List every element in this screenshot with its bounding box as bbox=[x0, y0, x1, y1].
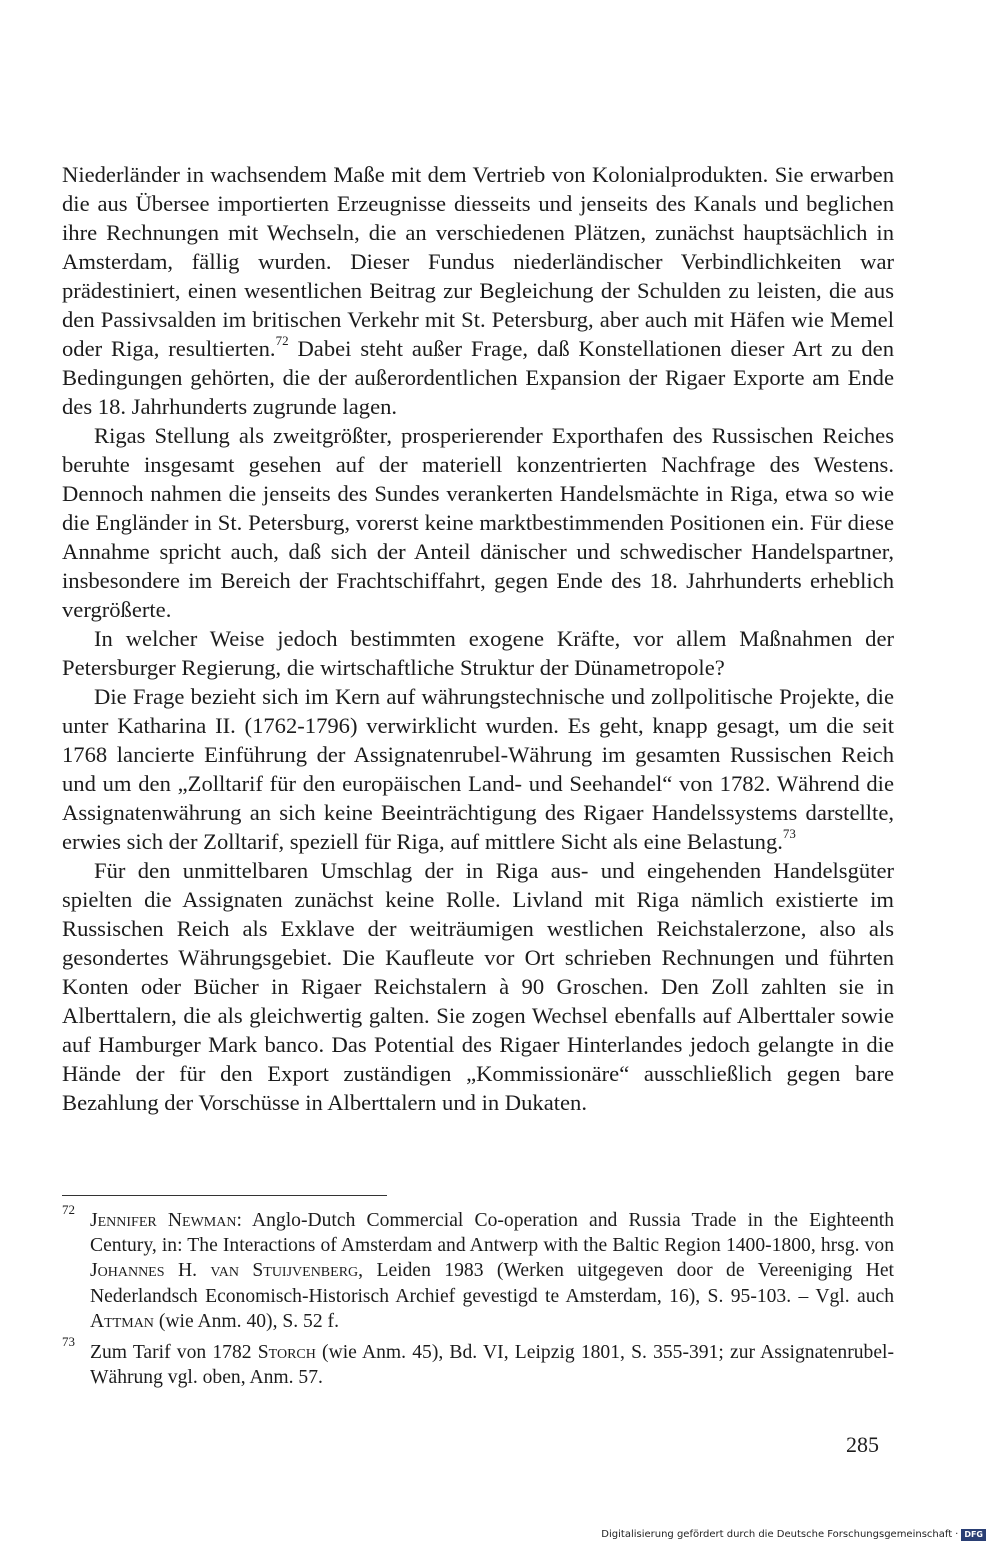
footnote-number: 73 bbox=[62, 1334, 75, 1350]
paragraph-4: Die Frage bezieht sich im Kern auf währungstechnische und zollpolitische Projekte, die unter Katharina II. (1762-1796) verwirklicht wurden. Es geht, knapp gesagt, um die seit 1768 lancierte Einführung der Assignatenrubel-Währung im gesamten Russischen Reich und um den „Zolltarif für den europäischen Land- und Seehandel“ von 1782. Während die Assignatenwährung an sich keine Beeinträchtigung des Rigaer Handelssystems darstellte, erwies sich der Zolltarif, speziell für Riga, auf mittlere Sicht als eine Belastung.$^{73}$ bbox=[62, 684, 894, 854]
footnote-ref-73[interactable]: 73 bbox=[782, 826, 796, 841]
footnote-72 bbox=[62, 1202, 894, 1334]
footnote-divider bbox=[62, 1195, 387, 1196]
paragraph-2: Rigas Stellung als zweitgrößter, prosperierender Exporthafen des Russischen Reiches beruhte insgesamt gesehen auf der materiell konzentrierten Nachfrage des Westens. Dennoch nahmen die jenseits des Sundes verankerten Handelsmächte in Riga, etwa so wie die Engländer in St. Petersburg, vorerst keine marktbestimmenden Positionen ein. Für diese Annahme spricht auch, daß sich der Anteil dänischer und schwedischer Handelspartner, insbesondere im Bereich der Frachtschiffahrt, gegen Ende des 18. Jahrhunderts erheblich vergrößerte. bbox=[62, 423, 894, 622]
footnote-ref-72[interactable]: 72 bbox=[275, 333, 289, 348]
body-text bbox=[62, 160, 894, 1117]
footnote-73 bbox=[62, 1334, 894, 1390]
dfg-logo-icon: DFG bbox=[961, 1529, 986, 1541]
paragraph-5: Für den unmittelbaren Umschlag der in Riga aus- und eingehenden Handelsgüter spielten die Assignaten zunächst keine Rolle. Livland mit Riga nämlich existierte im Russischen Reich als Exklave der weiträumigen westlichen Reichstalerzone, also als gesondertes Währungsgebiet. Die Kaufleute vor Ort schrieben Rechnungen und führten Konten oder Bücher in Rigaer Reichstalern à 90 Groschen. Den Zoll zahlten sie in Alberttalern, die als gleichwertig galten. Sie zogen Wechsel ebenfalls auf Alberttaler sowie auf Hamburger Mark banco. Das Potential des Rigaer Hinterlandes jedoch gelangte in die Hände der für den Export zuständigen „Kommissionäre“ ausschließlich gegen bare Bezahlung der Vorschüsse in Alberttalern und in Dukaten. bbox=[62, 858, 894, 1115]
digitization-credit: Digitalisierung gefördert durch die Deutsche Forschungsgemeinschaft · DFG bbox=[601, 1529, 986, 1541]
paragraph-3: In welcher Weise jedoch bestimmten exogene Kräfte, vor allem Maßnahmen der Petersburger Regierung, die wirtschaftliche Struktur der Dünametropole? bbox=[62, 626, 894, 680]
footnote-number: 72 bbox=[62, 1202, 75, 1217]
footnote-text: Zum Tarif von 1782 Storch (wie Anm. 45), Bd. VI, Leipzig 1801, S. 355-391; zur Assignatenrubel-Währung vgl. oben, Anm. 57. bbox=[90, 1342, 894, 1389]
paragraph-1: Niederländer in wachsendem Maße mit dem Vertrieb von Kolonialprodukten. Sie erwarben die aus Übersee importierten Erzeugnisse diesseits und jenseits des Kanals und beglichen ihre Rechnungen mit Wechseln, die an verschiedenen Plätzen, zunächst hauptsächlich in Amsterdam, fällig wurden. Dieser Fundus niederländischer Verbindlichkeiten war prädestiniert, einen wesentlichen Beitrag zur Begleichung der Schulden zu leisten, die aus den Passivsalden im britischen Verkehr mit St. Petersburg, aber auch mit Häfen wie Memel oder Riga, resultierten.$^{72}$ Dabei steht außer Frage, daß Konstellationen dieser Art zu den Bedingungen gehörten, die der außerordentlichen Expansion der Rigaer Exporte am Ende des 18. Jahrhunderts zugrunde lagen. bbox=[62, 162, 894, 419]
credit-text: Digitalisierung gefördert durch die Deutsche Forschungsgemeinschaft bbox=[601, 1529, 953, 1540]
footnotes bbox=[62, 1202, 894, 1390]
footnote-text: Jennifer Newman: Anglo-Dutch Commercial Co-operation and Russia Trade in the Eighteenth Century, in: The Interactions of Amsterdam and Antwerp with the Baltic Region 1400-1800, hrsg. von Johannes H. van Stuijvenberg, Leiden 1983 (Werken uitgegeven door de Vereeniging Het Nederlandsch Economisch-Historisch Archief gevestigd te Amsterdam, 16), S. 95-103. – Vgl. auch Attman (wie Anm. 40), S. 52 f. bbox=[90, 1210, 894, 1332]
page-number: 285 bbox=[846, 1432, 879, 1457]
